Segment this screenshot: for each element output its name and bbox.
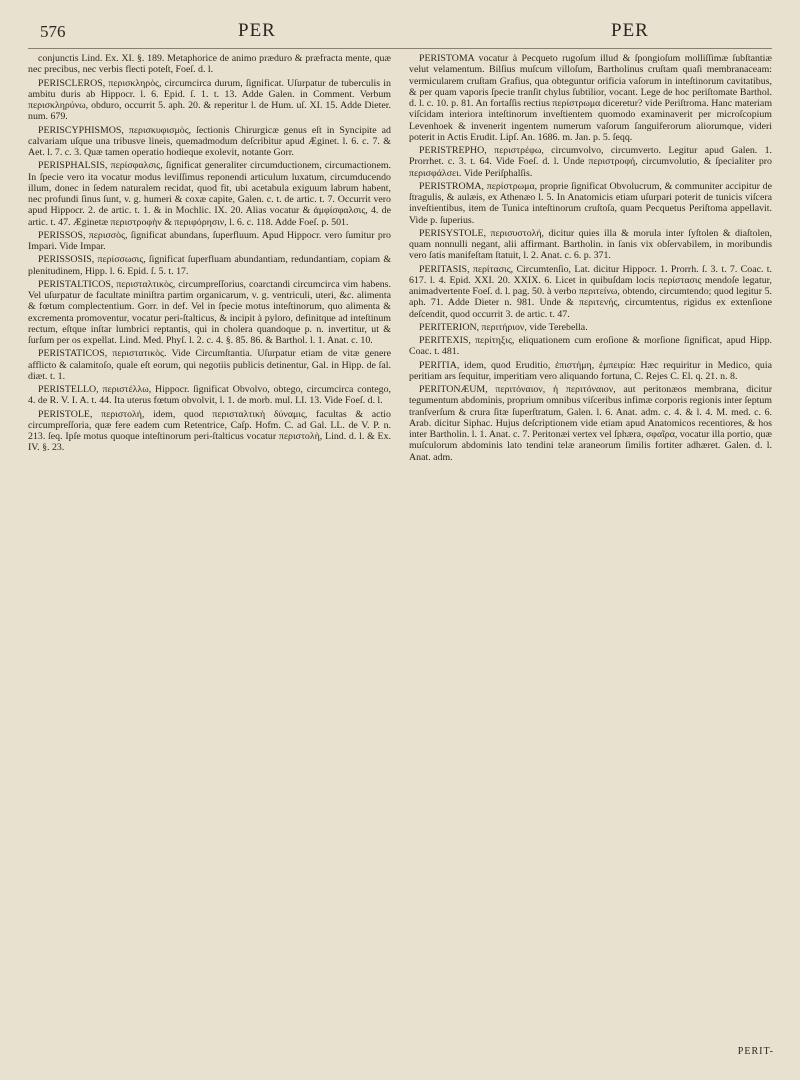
dictionary-entry: PERISCYPHISMOS, περισκυφισμὸς, ſectionis Chirurgicæ genus eſt in Syncipite ad calvariam uſque una tribusve lineis, quemadmodum deſcribitur apud Æginet. l. 6. c. 7. & Aet. l. 7. c. 3. Quæ tamen operatio hodieque exolevit, notante Gorr. bbox=[28, 124, 391, 158]
page-number: 576 bbox=[40, 22, 66, 41]
dictionary-entry: PERITEXIS, περίτηξις, eliquationem cum eroſione & morſione ſignificat, apud Hipp. Coac. t. 481. bbox=[409, 335, 772, 358]
dictionary-entry: PERITERION, περιτήριον, vide Terebella. bbox=[419, 321, 588, 333]
left-column bbox=[28, 53, 391, 465]
dictionary-entry: PERITONÆUM, περιτόναιον, ἡ περιτόναιον, aut peritonæos membrana, dicitur tegumentum abdominis, proprium omnibus viſceribus infimæ corporis regionis inter ſeptum tranſverſum & crura ſitæ ſuperſtratum, Galen. l. 6. Anat. adm. c. 4. & l. 4. M. med. c. 6. Arab. dicitur Siphac. Hujus deſcriptionem vide etiam apud Anatomicos recentiores, & hos inter Bartholin. l. 1. Anat. c. 7. Peritonæi vertex vel ſphæra, σφαῖρα, vocatur illa portio, quæ muſculorum abdominis lato tendini telæ araneorum ſimilis fortiter adhæret. Galen. d. l. Anat. adm. bbox=[409, 384, 772, 463]
dictionary-entry: PERITIA, idem, quod Eruditio, ἐπιστήμη, ἐμπειρία: Hæc requiritur in Medico, quia peritiam ars ſequitur, imperitiam vero aliquando fortuna, C. Rejes C. El. q. 21. n. 8. bbox=[409, 359, 772, 382]
dictionary-entry: PERISPHALSIS, περίσφαλσις, ſignificat generaliter circumductionem, circumactionem. In ſpecie vero ita vocatur modus leviſſimus reponendi articulum luxatum, circumducendo illum, donec in ſedem naturalem recidat, quod fit, ubi acetabula exiguum labrum habent, nec profundi ſinus ſunt, v. g. humeri & coxæ capite, Galen. c. t. de artic. t. 7. Occurrit vero apud Hippocr. 2. de artic. t. 1. & in Mochlic. IX. 20. Alias vocatur & ἀμφίσφαλσις, 4. de artic. t. 47. Æginetæ περιστροφὴν & περιφόρησιν, l. 6. c. 118. Adde Foeſ. p. 501. bbox=[28, 160, 391, 228]
dictionary-entry: PERISYSTOLE, περισυστολή, dicitur quies illa & morula inter ſyſtolen & diaſtolen, quam nonnulli negant, alii affirmant. Bartholin. in ſanis vix obſervabilem, in moribundis vero ſatis manifeſtam ſtatuit, l. 2. Anat. c. 6. p. 371. bbox=[409, 227, 772, 262]
dictionary-entry: PERISTATICOS, περιστατικὸς. Vide Circumſtantia. Uſurpatur etiam de vitæ genere afflicto & calamitoſo, quale eſt eorum, qui negotiis publicis detinentur, Gal. in Hipp. de ſal. diæt. t. 1. bbox=[28, 348, 391, 382]
dictionary-entry: PERISSOS, περισσὸς, ſignificat abundans, ſuperfluum. Apud Hippocr. vero ſumitur pro Impari. Vide Impar. bbox=[28, 229, 391, 252]
right-column bbox=[409, 53, 772, 465]
dictionary-entry: PERISTOLE, περιστολή, idem, quod περισταλτικὴ δύναμις, facultas & actio circumpreſſoria, quæ fere eadem cum Retentrice, Caſp. Hofm. C. ad Gal. LL. de V. P. n. 213. ſeq. Ipſe motus quoque inteſtinorum peri-ſtalticus vocatur περιστολὴ, Lind. d. l. & Ex. IV. §. 23. bbox=[28, 408, 391, 454]
dictionary-entry: PERISTOMA vocatur à Pecqueto rugoſum illud & ſpongioſum molliſſimæ ſubſtantiæ velut velamentum. Bilſius muſcum villoſum, Bartholinus cruſtam quaſi membranaceam: vermicularem cruſtam Grafius, qua obteguntur orificia vaſorum in inteſtinorum cavitatibus, & per quam vaporis ſpecie tranſit chylus ſubtilior, vocant. Lege de hoc periſtomate Barthol. d. l. c. 10. p. 81. An fortaſſis rectius περίστρωμα diceretur? vide Periſtroma. Hanc materiam viſcidam interiora inteſtinorum inveſtientem quomodo examinaverit per microſcopium Levenhoek & invenerit ingentem numerum vaſorum ſanguiferorum aliorumque, videri poterit in Actis Erudit. Lipſ. An. 1686. m. Jan. p. 5. ſeqq. bbox=[409, 53, 772, 143]
dictionary-entry: PERITASIS, περίτασις, Circumtenſio, Lat. dicitur Hippocr. 1. Prorrh. ſ. 3. t. 7. Coac. t. 617. l. 4. Epid. XXI. 20. XXIX. 6. Licet in quibuſdam locis περίστασις mendoſe legatur, animadvertente Foeſ. d. l. pag. 50. à verbo περιτείνω, obtendo, circumtendo; quod legitur 5. aph. 71. Adde Dieter n. 981. Unde & περιτενής, circumtentus, rigidus ex extenſione deſcendit, quod occurrit 3. de artic. t. 47. bbox=[409, 263, 772, 320]
dictionary-entry: PERISCLEROS, περισκληρὸς, circumcirca durum, ſignificat. Uſurpatur de tuberculis in ambitu duris ab Hippocr. l. 6. Epid. ſ. 1. t. 13. Adde Galen. in Comment. Verbum περισκληρύνω, obduro, occurrit 5. aph. 20. & reperitur l. de Hum. uſ. XI. 15. Adde Dieter. num. 679. bbox=[28, 77, 391, 123]
page-header bbox=[28, 18, 772, 49]
dictionary-entry: conjunctis Lind. Ex. XI. §. 189. Metaphorice de animo præduro & præfracta mente, quæ nec precibus, nec verbis flecti poteſt, Foeſ. d. l. bbox=[28, 53, 391, 76]
dictionary-entry: PERISTELLO, περιστέλλω, Hippocr. ſignificat Obvolvo, obtego, circumcirca contego, 4. de R. V. I. A. t. 44. Ita uterus fœtum obvolvit, l. 1. de morb. mul. LI. 13. Vide Foeſ. d. l. bbox=[28, 384, 391, 407]
right-running-head: PER bbox=[611, 20, 649, 41]
catchword: PERIT- bbox=[737, 1046, 774, 1057]
left-running-head: PER bbox=[238, 20, 276, 41]
two-column-body bbox=[28, 53, 772, 465]
dictionary-entry: PERISTALTICOS, περισταλτικὸς, circumpreſſorius, coarctandi circumcirca vim habens. Vel uſurpatur de facultate miniſtra partim organicarum, v. g. ventriculi, uteri, &c. alimenta & fœtum complectentium. Gorr. in def. Vel in ſpecie motus inteſtinorum, quo alimenta & excrementa promoventur, vocatur peri-ſtalticus, & incipit à pyloro, definitque ad inteſtinum rectum, eſtque inſtar lumbrici reptantis, qui in cholera quandoque p. n. invertitur, ut & ſurſum per os expellat. Lind. Med. Phyſ. l. 2. c. 4. §. 85. 86. & Barthol. l. 1. Anat. c. 10. bbox=[28, 278, 391, 346]
dictionary-entry: PERISSOSIS, περίσσωσις, ſignificat ſuperfluam abundantiam, redundantiam, copiam & plenitudinem, Hipp. l. 6. Epid. ſ. 5. t. 17. bbox=[28, 254, 391, 277]
dictionary-entry: PERISTROMA, περίστρωμα, proprie ſignificat Obvolucrum, & communiter accipitur de ſtragulis, & aulæis, ex Athenæo l. 5. In Anatomicis etiam uſurpari poterit de tunicis viſcera inveſtientibus, item de Tunica inteſtinorum cruſtoſa, quam Pecquetus Periſtoma appellavit. Vide p. ſuperius. bbox=[409, 180, 772, 226]
dictionary-entry: PERISTREPHO, περιστρέφω, circumvolvo, circumverto. Legitur apud Galen. 1. Prorrhet. c. 3. t. 64. Vide Foeſ. d. l. Unde περιστροφή, circumvolutio, & ſpecialiter pro περισφάλσει. Vide Periſphalſis. bbox=[409, 145, 772, 179]
